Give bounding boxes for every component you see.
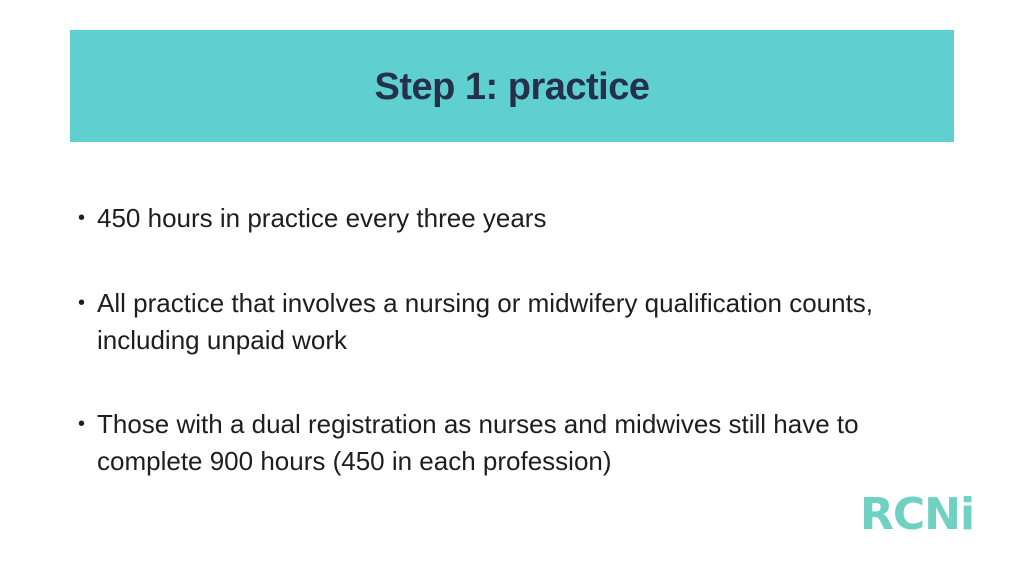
rcni-logo <box>860 486 982 542</box>
bullet-dot-icon: • <box>78 413 86 435</box>
slide-title: Step 1: practice <box>374 65 650 108</box>
bullet-item <box>76 406 956 480</box>
title-banner <box>70 30 954 142</box>
bullet-text: Those with a dual registration as nurses and midwives still have to complete 900 hours (450 in each profession) <box>97 409 859 476</box>
bullet-item <box>76 285 956 359</box>
bullet-text: All practice that involves a nursing or midwifery qualification counts, including unpaid work <box>97 288 874 355</box>
bullet-dot-icon: • <box>78 207 86 229</box>
bullet-list <box>76 200 956 526</box>
logo-text: RCNi <box>860 488 975 540</box>
bullet-item <box>76 200 956 237</box>
bullet-text: 450 hours in practice every three years <box>97 203 547 233</box>
bullet-dot-icon: • <box>78 292 86 314</box>
